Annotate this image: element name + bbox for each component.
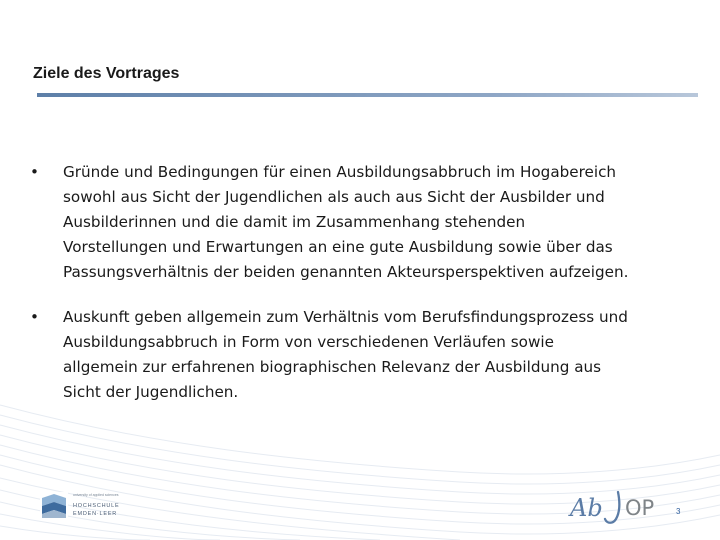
hochschule-tagline: university of applied sciences	[73, 493, 119, 497]
bullet-marker: •	[30, 308, 39, 326]
page-number: 3	[676, 507, 681, 516]
abjop-logo-hook	[605, 492, 619, 523]
abjop-logo-text-left: Ab	[570, 494, 603, 522]
bullet-line: sowohl aus Sicht der Jugendlichen als auch aus Sicht der Ausbilder und	[63, 188, 605, 206]
bullet-marker: •	[30, 163, 39, 181]
bullet-line: Ausbilderinnen und die damit im Zusammenhang stehenden	[63, 213, 526, 231]
bullet-line: Auskunft geben allgemein zum Verhältnis vom Berufsfindungsprozess und	[63, 308, 628, 326]
title-underline-rule	[37, 93, 698, 97]
bullet-line: Passungsverhältnis der beiden genannten Akteursperspektiven aufzeigen.	[63, 263, 629, 281]
abjop-logo	[568, 486, 666, 526]
hochschule-name-line2: EMDEN·LEER	[73, 511, 118, 517]
abjop-logo-text-right: OP	[625, 496, 655, 520]
bullet-line: Gründe und Bedingungen für einen Ausbildungsabbruch im Hogabereich	[63, 163, 617, 181]
hochschule-name-line1: HOCHSCHULE	[73, 503, 120, 509]
bullet-line: Sicht der Jugendlichen.	[63, 383, 239, 401]
bullet-item	[30, 305, 680, 405]
bullet-line: Ausbildungsabbruch in Form von verschiedenen Verläufen sowie	[63, 333, 554, 351]
slide-title: Ziele des Vortrages	[33, 65, 180, 82]
hochschule-emblem-icon	[40, 492, 68, 520]
bullet-list	[30, 160, 680, 425]
bullet-line: allgemein zur erfahrenen biographischen Relevanz der Ausbildung aus	[63, 358, 602, 376]
bullet-item	[30, 160, 680, 285]
bullet-line: Vorstellungen und Erwartungen an eine gute Ausbildung sowie über das	[63, 238, 613, 256]
hochschule-logo	[40, 492, 120, 522]
